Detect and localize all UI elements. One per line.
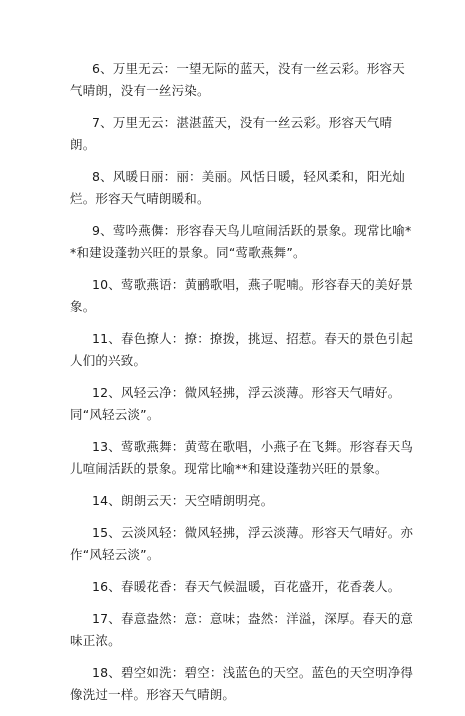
list-item: 12、风轻云净：微风轻拂，浮云淡薄。形容天气晴好。同“风轻云淡”。 [70,385,401,422]
list-item: 10、莺歌燕语：黄鹂歌唱，燕子呢喃。形容春天的美好景象。 [70,277,414,314]
list-item: 18、碧空如洗：碧空：浅蓝色的天空。蓝色的天空明净得像洗过一样。形容天气晴朗。 [70,665,414,702]
list-item: 7、万里无云：湛湛蓝天，没有一丝云彩。形容天气晴朗。 [70,115,393,152]
list-item: 13、莺歌燕舞：黄莺在歌唱，小燕子在飞舞。形容春天鸟儿喧闹活跃的景象。现常比喻**和建设蓬勃兴旺的景象。 [70,439,414,476]
list-item: 16、春暖花香：春天气候温暖，百花盛开，花香袭人。 [92,579,401,594]
list-item: 8、风暖日丽：丽：美丽。风恬日暖，轻风柔和，阳光灿烂。形容天气晴朗暖和。 [70,169,405,206]
list-item: 17、春意盎然：意：意味；盎然：洋溢，深厚。春天的意味正浓。 [70,611,414,648]
idiom-list [70,58,415,716]
list-item: 15、云淡风轻：微风轻拂，浮云淡薄。形容天气晴好。亦作“风轻云淡”。 [70,525,414,562]
list-item: 14、朗朗云天：天空晴朗明亮。 [92,493,274,508]
list-item: 11、春色撩人：撩：撩拨，挑逗、招惹。春天的景色引起人们的兴致。 [70,331,414,368]
list-item: 6、万里无云：一望无际的蓝天，没有一丝云彩。形容天气晴朗，没有一丝污染。 [70,61,405,98]
list-item: 9、莺吟燕儛：形容春天鸟儿喧闹活跃的景象。现常比喻**和建设蓬勃兴旺的景象。同“莺歌燕舞”。 [70,223,412,260]
